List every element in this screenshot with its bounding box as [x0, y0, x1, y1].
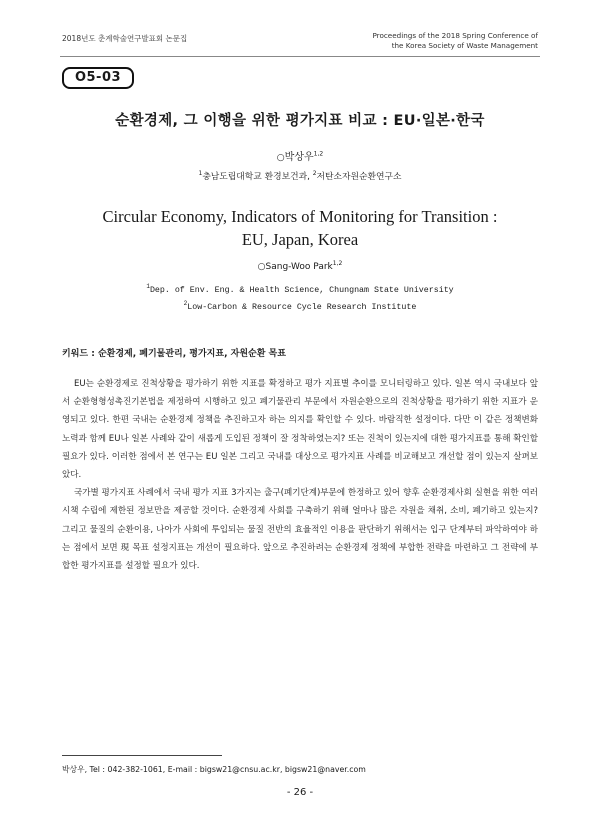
affiliation-english-line1-wrap	[0, 282, 600, 299]
affiliation-english-sup2: 2	[183, 300, 188, 308]
affiliation-korean-text2: 저탄소자원순환연구소	[316, 172, 402, 182]
affiliation-korean-sup1: 1	[198, 170, 203, 178]
presenter-mark-english-icon: ○	[257, 262, 266, 272]
author-korean-sup: 1,2	[313, 150, 324, 158]
paper-code-badge: O5-03	[62, 67, 134, 89]
author-korean-name: 박상우	[284, 152, 314, 163]
affiliation-english-sup1: 1	[146, 283, 150, 291]
keywords: 키워드 : 순환경제, 폐기물관리, 평가지표, 자원순환 목표	[62, 349, 286, 359]
abstract-paragraph-2: 국가별 평가지표 사례에서 국내 평가 지표 3가지는 출구(폐기단계)부문에 한정하고 있어 향후 순환경제사회 실현을 위한 여러 시책 수립에 제한된 정보만을 제공할 것이다. 순환경제 사회를 구축하기 위해 얼마나 많은 자원을 채취, 소비, 폐기하고 있는지? 그리고 물질의 순환이용, 나아가 사회에 투입되는 물질 전반의 효율적인 이용을 판단하기 위해서는 입구 단계부터 파악하여야 하는 점에서 보면 現 목표 설정지표는 개선이 필요하다. 앞으로 추진하려는 순환경제 정책에 부합한 전략을 마련하고 그 전략에 부합한 평가지표를 설정할 필요가 있다.	[62, 488, 538, 572]
running-header-right-line1: Proceedings of the 2018 Spring Conference of	[372, 31, 538, 40]
title-english-line2: EU, Japan, Korea	[241, 230, 359, 249]
author-english-sup: 1,2	[332, 260, 343, 267]
affiliation-english-line2-wrap	[0, 299, 600, 316]
author-korean	[0, 148, 600, 163]
title-english-line1: Circular Economy, Indicators of Monitoring for Transition :	[102, 207, 498, 226]
running-header-right-line2: the Korea Society of Waste Management	[391, 40, 538, 50]
footnote-contact: 박상우, Tel : 042-382-1061, E-mail : bigsw21@cnsu.ac.kr, bigsw21@naver.com	[62, 765, 366, 774]
affiliation-english	[0, 282, 600, 316]
footnote-divider	[62, 755, 222, 756]
affiliation-english-line1: Dep. of Env. Eng. & Health Science, Chungnam State University	[149, 286, 454, 295]
title-english	[0, 205, 600, 251]
abstract-paragraph-1: EU는 순환경제로 진척상황을 평가하기 위한 지표를 확정하고 평가 지표별 추이를 모니터링하고 있다. 일본 역시 국내보다 앞서 순환형형성촉진기본법을 제정하여 시행하고 있고 폐기물관리 부문에서 자원순환으로의 진척상황을 평가하기 위한 지표가 운영되고 있다. 한편 국내는 순환경제 정책을 추진하고자 하는 의지를 확인할 수 있다. 바람직한 설정이다. 다만 이 같은 정책변화 노력과 함께 EU나 일본 사례와 같이 새롭게 도입된 정책이 잘 정착하였는지? 또는 진척이 있는지에 대한 평가지표를 통해 확인할 필요가 있다. 이러한 점에서 본 연구는 EU 일본 그리고 국내를 대상으로 평가지표 사례를 비교해보고 개선할 점이 있는지 살펴보았다.	[62, 379, 538, 481]
title-korean: 순환경제, 그 이행을 위한 평가지표 비교 : EU·일본·한국	[115, 113, 485, 129]
affiliation-korean	[0, 169, 600, 182]
abstract	[62, 375, 538, 575]
affiliation-korean-text1: 충남도립대학교 환경보건과,	[202, 172, 310, 182]
page-number: - 26 -	[286, 787, 314, 798]
running-header-left: 2018년도 춘계학술연구발표회 논문집	[62, 34, 188, 43]
affiliation-korean-sup2: 2	[312, 170, 317, 178]
running-header-right	[372, 31, 538, 50]
presenter-mark-icon: ○	[276, 153, 285, 163]
author-english-name: Sang-Woo Park	[265, 262, 333, 272]
header-divider	[60, 56, 540, 57]
affiliation-english-line2: Low-Carbon & Resource Cycle Research Institute	[187, 303, 417, 312]
author-english	[0, 262, 600, 272]
